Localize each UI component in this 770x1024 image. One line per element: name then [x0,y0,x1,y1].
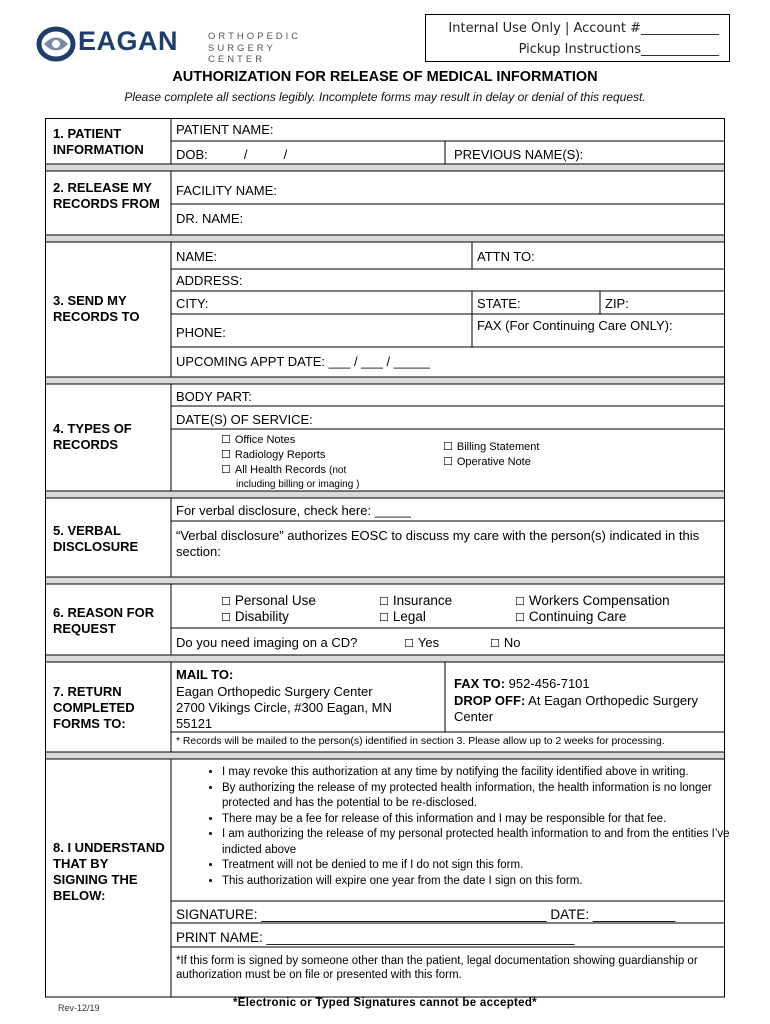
imaging-cd-question: Do you need imaging on a CD? [176,635,358,650]
patient-name-field[interactable]: PATIENT NAME: [176,122,274,137]
reason-insurance-checkbox[interactable]: ☐ Insurance [379,593,452,610]
signature-date-line[interactable]: SIGNATURE: ______________________________________ DATE: ___________ [176,907,676,922]
imaging-cd-yes-checkbox[interactable]: ☐ Yes [404,635,439,652]
authorization-form [45,118,730,1014]
fax-field[interactable]: FAX (For Continuing Care ONLY): [477,318,673,333]
reason-workers-comp-checkbox[interactable]: ☐ Workers Compensation [515,593,670,610]
eagan-logo-icon [36,26,76,62]
attn-to-field[interactable]: ATTN TO: [477,249,535,264]
section-2-label: 2. RELEASE MY RECORDS FROM [53,180,160,211]
section-5-label: 5. VERBAL DISCLOSURE [53,523,139,554]
section-4-label: 4. TYPES OF RECORDS [53,421,132,452]
logo-line-1: ORTHOPEDIC [208,31,302,42]
phone-field[interactable]: PHONE: [176,325,226,340]
separator-bar [46,491,725,498]
reason-continuing-care-checkbox[interactable]: ☐ Continuing Care [515,609,626,626]
separator-bar [46,164,725,171]
all-health-records-note-b: including billing or imaging ) [236,479,360,490]
reason-disability-checkbox[interactable]: ☐ Disability [221,609,289,626]
reason-legal-checkbox[interactable]: ☐ Legal [379,609,426,626]
mail-to-address: 2700 Vikings Circle, #300 Eagan, MN 55121 [176,700,392,731]
acknowledgement-item: • There may be a fee for release of this information and I may be responsible for that fee. [222,812,762,828]
recipient-name-field[interactable]: NAME: [176,249,218,264]
imaging-cd-no-checkbox[interactable]: ☐ No [490,635,521,652]
logo-wordmark: EAGAN [78,26,179,56]
previous-names-field[interactable]: PREVIOUS NAME(S): [454,147,584,162]
acknowledgement-item: • By authorizing the release of my protected health information, the health information is no longer protected and has the potential to be re-disclosed. [222,781,762,812]
separator-bar [46,377,725,384]
account-number-line: Internal Use Only | Account #____________ [448,21,719,36]
separator-bar [46,752,725,759]
mail-to-label: MAIL TO: [176,667,234,682]
body-part-field[interactable]: BODY PART: [176,389,252,404]
print-name-line[interactable]: PRINT NAME: _________________________________________ [176,930,575,945]
acknowledgement-item: • I am authorizing the release of my personal protected health information to and from the entities I’ve indicted above [222,827,762,858]
fax-to-line [454,676,590,692]
radiology-reports-checkbox[interactable]: ☐ Radiology Reports [221,448,325,462]
revision-label: Rev-12/19 [58,1003,100,1013]
drop-off-text: At Eagan Orthopedic Surgery Center [454,693,698,724]
drop-off-label: DROP OFF: [454,693,526,708]
doctor-name-field[interactable]: DR. NAME: [176,211,244,226]
section-3-label: 3. SEND MY RECORDS TO [53,293,140,324]
zip-field[interactable]: ZIP: [605,296,629,311]
office-notes-checkbox[interactable]: ☐ Office Notes [221,433,295,447]
separator-bar [46,235,725,242]
guardianship-footnote: *If this form is signed by someone other than the patient, legal documentation showing guardianship or authorization must be on file or presented with this form. [176,955,698,981]
acknowledgement-item: • I may revoke this authorization at any time by notifying the facility identified above in writing. [222,765,762,781]
acknowledgement-list [192,765,762,889]
dates-of-service-field[interactable]: DATE(S) OF SERVICE: [176,412,313,427]
electronic-signature-warning: *Electronic or Typed Signatures cannot be accepted* [233,997,537,1009]
fax-to-label: FAX TO: [454,676,506,691]
section-8-label: 8. I UNDERSTAND THAT BY SIGNING THE BELOW: [53,840,165,903]
logo [36,24,302,65]
billing-statement-checkbox[interactable]: ☐ Billing Statement [443,440,539,454]
operative-note-checkbox[interactable]: ☐ Operative Note [443,455,531,469]
verbal-disclosure-check[interactable]: For verbal disclosure, check here: _____ [176,503,411,518]
form-subtitle: Please complete all sections legibly. Incomplete forms may result in delay or denial of this request. [124,90,646,104]
separator-bar [46,655,725,662]
drop-off-line [454,693,719,725]
section-7-label: 7. RETURN COMPLETED FORMS TO: [53,684,135,731]
logo-line-2: SURGERY CENTER [208,43,276,65]
section-6-label: 6. REASON FOR REQUEST [53,605,155,636]
dob-field[interactable]: DOB: / / [176,147,288,162]
mail-to-name: Eagan Orthopedic Surgery Center [176,684,373,699]
address-field[interactable]: ADDRESS: [176,273,243,288]
upcoming-appt-field[interactable]: UPCOMING APPT DATE: ___ / ___ / _____ [176,354,430,369]
city-field[interactable]: CITY: [176,296,209,311]
pickup-instructions-line: Pickup Instructions____________ [518,42,719,57]
facility-name-field[interactable]: FACILITY NAME: [176,183,277,198]
state-field[interactable]: STATE: [477,296,521,311]
internal-use-box [425,14,730,62]
verbal-disclosure-text: “Verbal disclosure” authorizes EOSC to discuss my care with the person(s) indicated in this section: [176,528,700,559]
all-health-records-note-a: (not [329,465,347,476]
fax-to-number: 952-456-7101 [508,676,590,691]
reason-personal-use-checkbox[interactable]: ☐ Personal Use [221,593,316,610]
mail-processing-note: * Records will be mailed to the person(s) identified in section 3. Please allow up to 2 weeks for processing. [176,736,665,747]
all-health-records-label: ☐ All Health Records [221,464,326,476]
acknowledgement-item: • Treatment will not be denied to me if I do not sign this form. [222,858,762,874]
section-1-label: 1. PATIENT INFORMATION [53,126,144,157]
all-health-records-checkbox[interactable] [221,463,346,478]
separator-bar [46,577,725,584]
acknowledgement-item: • This authorization will expire one year from the date I sign on this form. [222,874,762,890]
form-title: AUTHORIZATION FOR RELEASE OF MEDICAL INFORMATION [172,69,598,85]
